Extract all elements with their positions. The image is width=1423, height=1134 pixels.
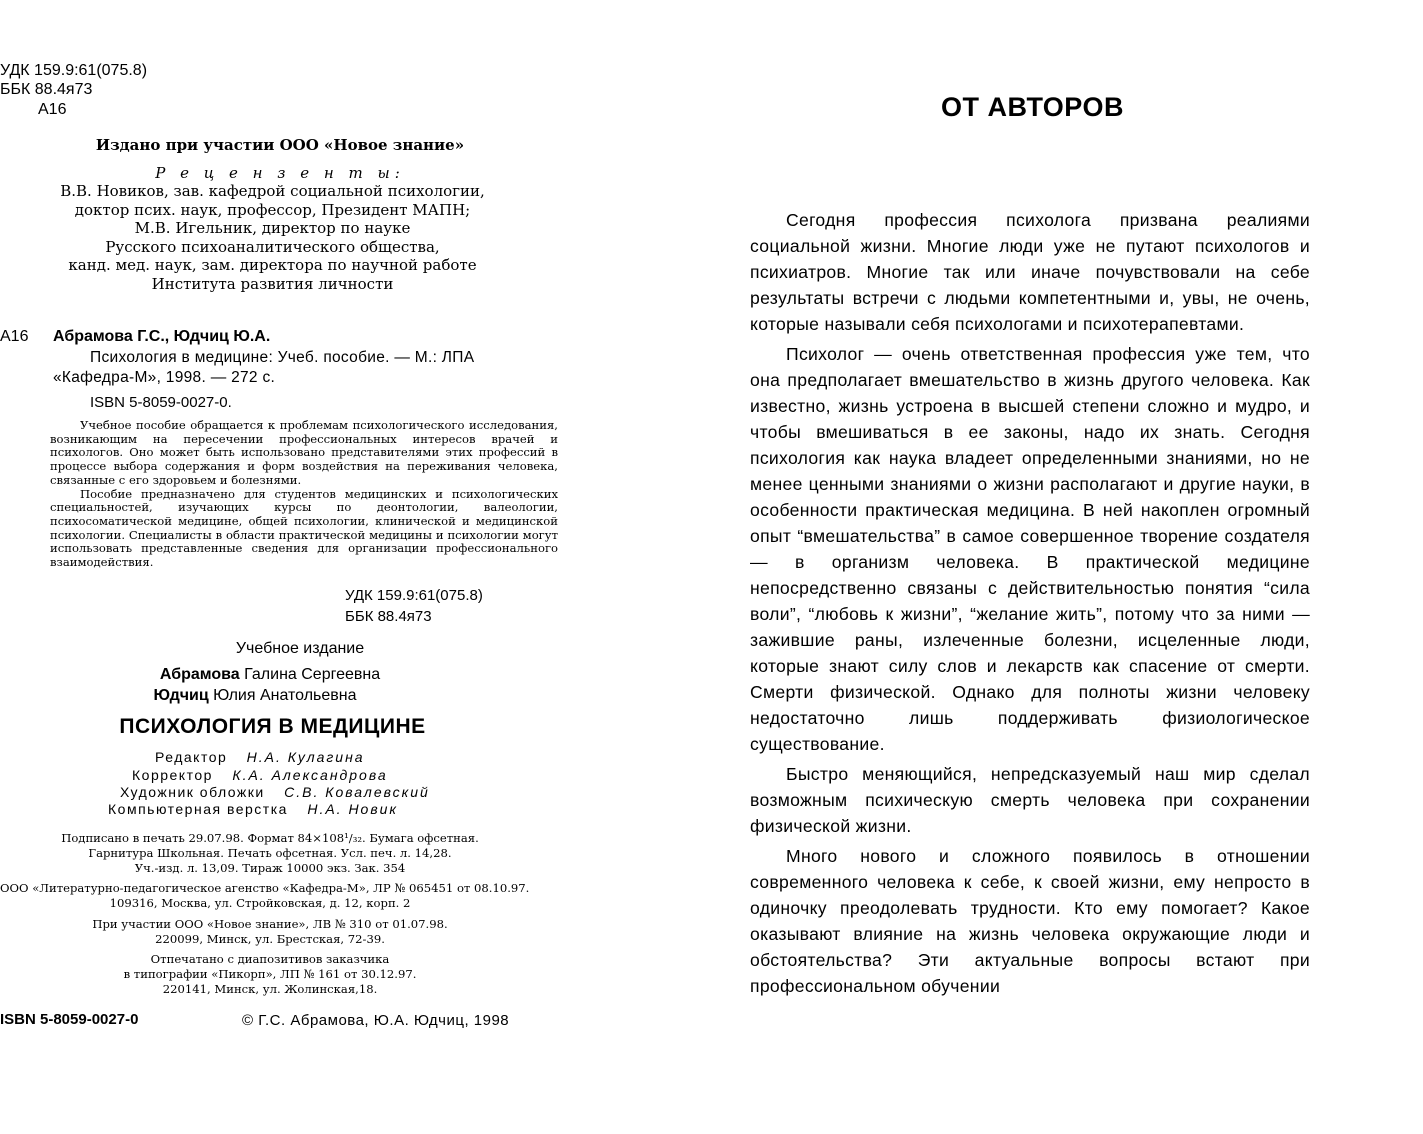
credit-role: Компьютерная верстка <box>108 801 288 817</box>
imprint-line: Гарнитура Школьная. Печать офсетная. Усл. печ. л. 14,28. <box>88 846 452 860</box>
annotation-paragraph: Пособие предназначено для студентов медицинских и психологических специальностей, изучающих курсы по деонтологии, валеологии, психосоматической медицине, общей психологии, клинической и медицинской психологии. Специалисты в области практической медицины и психологии могут использовать представленные сведения для организации профессионального взаимодействия. <box>50 486 558 570</box>
author-1 <box>0 666 540 684</box>
reviewer-line: Института развития личности <box>151 274 394 293</box>
credit-proofreader <box>132 767 388 783</box>
imprint-line: Подписано в печать 29.07.98. Формат 84×108¹/₃₂. Бумага офсетная. <box>61 831 479 845</box>
preface-text <box>750 207 1310 1003</box>
credit-person: К.А. Александрова <box>232 767 388 783</box>
isbn-line: ISBN 5-8059-0027-0. <box>90 394 232 411</box>
reviewer-line: канд. мед. наук, зам. директора по научной работе <box>68 256 477 274</box>
annotation <box>50 419 558 570</box>
reviewers-block <box>0 182 545 293</box>
imprint-line: ООО «Литературно-педагогическое агенство «Кафедра-М», ЛР № 065451 от 08.10.97. <box>0 881 530 895</box>
credit-person: Н.А. Кулагина <box>246 749 365 765</box>
imprint-line: При участии ООО «Новое знание», ЛВ № 310 от 01.07.98. <box>92 917 448 931</box>
author-2-surname: Юдчиц <box>153 687 209 704</box>
preface-paragraph: Много нового и сложного появилось в отношении современного человека к себе, к своей жизни, ему непросто в одиночку преодолевать трудности. Кто ему помогает? Какое оказывают влияние на жизнь человека окружающие люди и обстоятельства? Эти актуальные вопросы встают при профессиональном обучении <box>750 846 1310 996</box>
isbn-bottom: ISBN 5-8059-0027-0 <box>0 1011 139 1028</box>
udk-bottom: УДК 159.9:61(075.8) <box>345 587 483 604</box>
page-heading: ОТ АВТОРОВ <box>941 92 1124 122</box>
catalog-mark: А16 <box>0 328 29 345</box>
author-2-name: Юлия Анатольевна <box>208 687 357 704</box>
credit-role: Корректор <box>132 767 213 783</box>
credit-editor <box>155 749 365 765</box>
reviewers-label: Р е ц е н з е н т ы: <box>155 164 405 182</box>
imprint-line: 220099, Минск, ул. Брестская, 72-39. <box>155 932 385 946</box>
imprint-line: 109316, Москва, ул. Стройковская, д. 12, корп. 2 <box>109 896 411 910</box>
imprint-line: Отпечатано с диапозитивов заказчика <box>150 952 390 966</box>
credit-cover-artist <box>120 784 430 800</box>
reviewer-line: Русского психоаналитического общества, <box>105 237 440 256</box>
copyright: © Г.С. Абрамова, Ю.А. Юдчиц, 1998 <box>242 1012 510 1029</box>
preface-paragraph: Быстро меняющийся, непредсказуемый наш мир сделал возможным психическую смерть человека при сохранении физической жизни. <box>750 764 1310 836</box>
bbk-top: ББК 88.4я73 <box>0 81 93 98</box>
reviewer-line: М.В. Игельник, директор по науке <box>134 219 411 237</box>
catalog-authors: Абрамова Г.С., Юдчиц Ю.А. <box>53 328 271 345</box>
catalog-description-1: Психология в медицине: Учеб. пособие. — М.: ЛПА <box>90 349 475 366</box>
udk-top: УДК 159.9:61(075.8) <box>0 62 148 79</box>
imprint-line: 220141, Минск, ул. Жолинская,18. <box>162 982 378 996</box>
catalog-description-2: «Кафедра-М», 1998. — 272 с. <box>53 369 276 386</box>
published-with: Издано при участии ООО «Новое знание» <box>95 136 465 154</box>
author-1-surname: Абрамова <box>159 666 240 683</box>
bbk-bottom: ББК 88.4я73 <box>345 608 432 625</box>
annotation-paragraph: Учебное пособие обращается к проблемам психологического исследования, возникающим на пересечении профессиональных интересов врачей и психологов. Оно может быть использовано представителями этих профессий в процессе выбора содержания и форм воздействия на переживания человека, связанные с его здоровьем и болезнями. <box>50 418 558 487</box>
book-title: ПСИХОЛОГИЯ В МЕДИЦИНЕ <box>119 715 426 738</box>
author-mark-top: А16 <box>38 101 67 118</box>
preface-paragraph: Психолог — очень ответственная профессия уже тем, что она предполагает вмешательство в жизнь другого человека. Как известно, жизнь устроена в высшей степени сложно и мудро, и чтобы вмешиваться в ее законы, надо их знать. Сегодня психология как наука владеет определенными знаниями, но не менее ценными знаниями о жизни располагают и другие науки, в особенности практическая медицина. В ней накоплен огромный опыт “вмешательства” в самое совершенное творение создателя — в организм человека. В практической медицине непосредственно связаны с действительностью понятия “сила воли”, “любовь к жизни”, “желание жить”, потому что за ними — зажившие раны, излеченные болезни, исцеленные люди, которые знают силу слов и лекарств как спасение от смерти. Смерти физической. Однако для полноты жизни человеку недостаточно лишь поддерживать физиологическое существование. <box>750 344 1310 754</box>
preface-paragraph: Сегодня профессия психолога призвана реалиями социальной жизни. Многие люди уже не путают психологов и психиатров. Многие так или иначе почувствовали на себе результаты встречи с людьми компетентными и, увы, не очень, которые называли себя психологами и психотерапевтами. <box>750 210 1310 334</box>
imprint-line: в типографии «Пикорп», ЛП № 161 от 30.12.97. <box>123 967 417 981</box>
reviewer-line: доктор псих. наук, профессор, Президент МАПН; <box>74 200 471 219</box>
credit-person: С.В. Ковалевский <box>284 784 430 800</box>
credit-role: Художник обложки <box>120 784 265 800</box>
imprint-line: Уч.-изд. л. 13,09. Тираж 10000 экз. Зак. 354 <box>134 861 406 875</box>
author-1-name: Галина Сергеевна <box>239 666 381 683</box>
author-2 <box>0 687 510 705</box>
edition-type: Учебное издание <box>235 640 365 657</box>
credit-role: Редактор <box>155 749 228 765</box>
reviewer-line: В.В. Новиков, зав. кафедрой социальной психологии, <box>60 182 485 200</box>
credit-person: Н.А. Новик <box>307 801 399 817</box>
credit-layout <box>108 801 398 817</box>
